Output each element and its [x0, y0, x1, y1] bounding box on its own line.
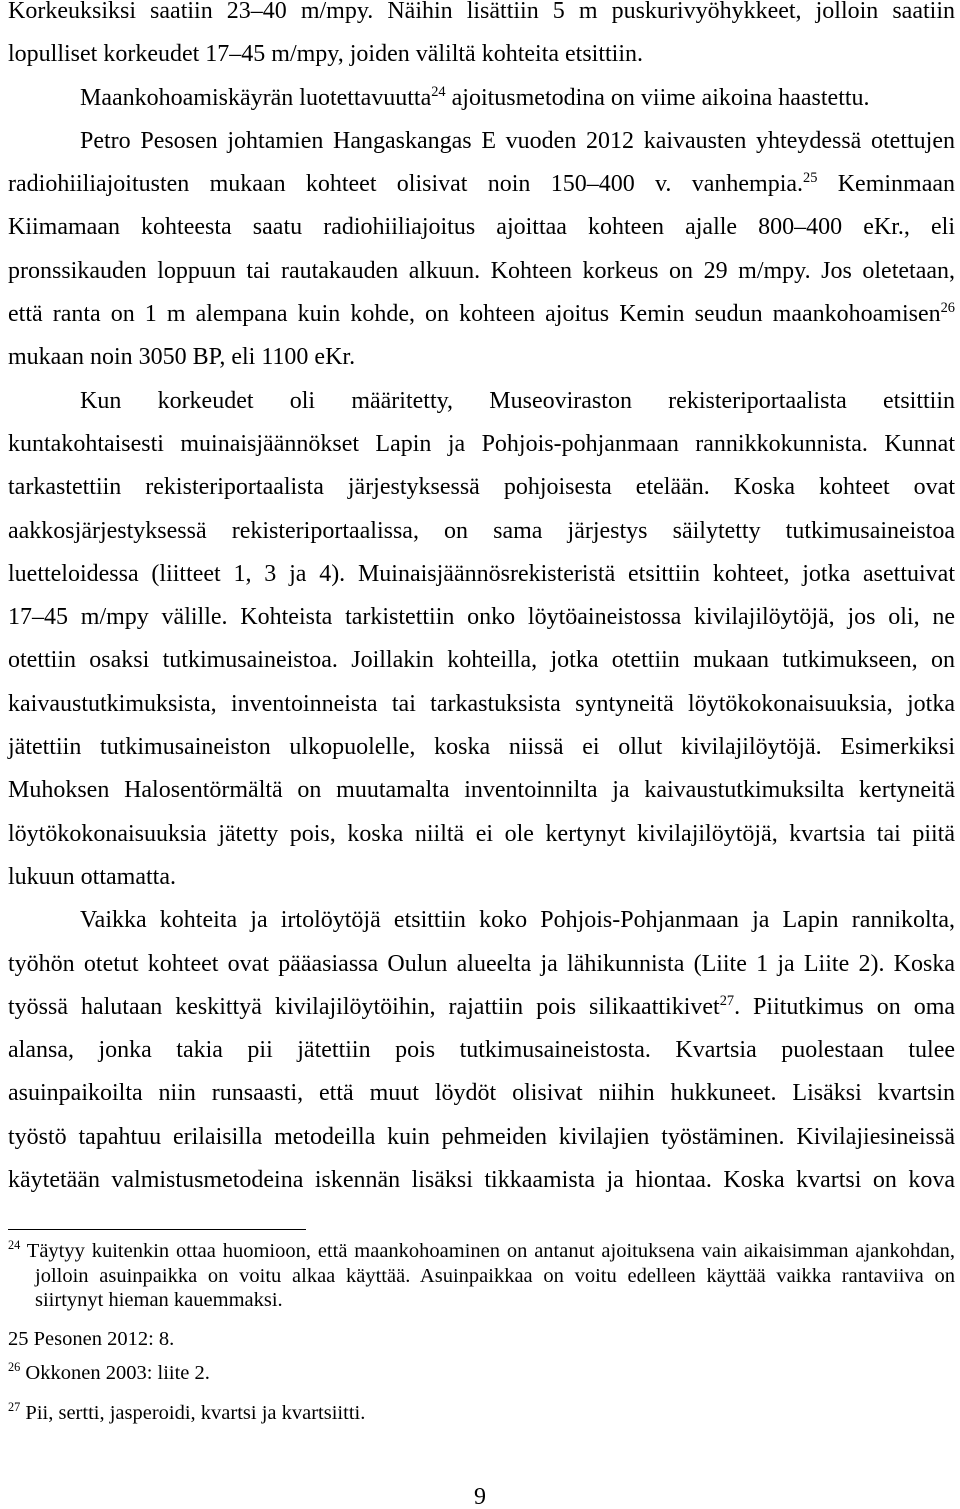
text-line	[8, 553, 955, 596]
text-run: että ranta on 1 m alempana kuin kohde, on kohteen ajoitus Kemin seudun maankohoamisen	[8, 301, 941, 328]
text-line	[8, 1029, 955, 1072]
paragraph	[8, 77, 955, 120]
paragraph	[8, 899, 955, 1202]
footnote-mark: 24	[8, 1238, 21, 1253]
text-run: luetteloidessa (liitteet 1, 3 ja 4). Muinaisjäännösrekisteristä etsittiin kohteet, jotka asettuivat	[8, 560, 955, 587]
text-run: Keminmaan	[817, 171, 956, 198]
text-run: lukuun ottamatta.	[8, 863, 176, 890]
text-run: . Piitutkimus on oma	[734, 993, 956, 1020]
text-line	[8, 596, 955, 639]
text-line	[8, 423, 955, 466]
footnote-separator	[8, 1229, 306, 1230]
text-run: Kiimamaan kohteesta saatu radiohiiliajoitus ajoittaa kohteen ajalle 800–400 eKr., eli	[8, 214, 955, 241]
text-line	[8, 683, 955, 726]
text-line	[8, 1072, 955, 1115]
footnote-line	[8, 1264, 955, 1289]
text-run: työstö tapahtuu erilaisilla metodeilla kuin pehmeiden kivilajien työstäminen. Kivilajiesineissä	[8, 1123, 955, 1150]
text-run: Maankohoamiskäyrän luotettavuutta	[80, 84, 432, 111]
footnote	[8, 1239, 955, 1313]
page-number: 9	[474, 1484, 486, 1509]
text-run: alansa, jonka takia pii jätettiin pois tutkimusaineistosta. Kvartsia puolestaan tulee	[8, 1037, 955, 1064]
text-run: ajoitusmetodina on viime aikoina haastettu.	[445, 84, 870, 111]
text-line	[8, 986, 955, 1029]
text-line	[8, 336, 955, 379]
text-run: tarkastettiin rekisteriportaalista järjestyksessä pohjoisesta etelään. Koska kohteet ovat	[8, 474, 955, 501]
text-run: lopulliset korkeudet 17–45 m/mpy, joiden väliltä kohteita etsittiin.	[8, 41, 644, 68]
paragraph	[8, 120, 955, 380]
text-line	[8, 726, 955, 769]
footnote-ref: 26	[940, 300, 955, 317]
text-run: radiohiiliajoitusten mukaan kohteet olisivat noin 150–400 v. vanhempia.	[8, 171, 804, 198]
text-run: otettiin osaksi tutkimusaineistoa. Joillakin kohteilla, jotka otettiin mukaan tutkimukseen, on	[8, 647, 955, 674]
footnote-text: Täytyy kuitenkin ottaa huomioon, että maankohoaminen on antanut ajoituksena vain aikaisimman ajankohdan,	[26, 1240, 955, 1262]
footnote-text: Pesonen 2012: 8.	[33, 1328, 175, 1350]
paragraph	[8, 0, 955, 77]
footnote-ref: 25	[803, 170, 818, 187]
text-run: löytökokonaisuuksia jätetty pois, koska niiltä ei ole kertynyt kivilajilöytöjä, kvartsia tai piitä	[8, 820, 955, 847]
text-run: Petro Pesosen johtamien Hangaskangas E vuoden 2012 kaivausten yhteydessä otettujen	[80, 127, 955, 154]
footnote-mark: 27	[8, 1400, 21, 1415]
text-line	[8, 0, 955, 33]
footnote-text: Pii, sertti, jasperoidi, kvartsi ja kvartsiitti.	[25, 1402, 366, 1424]
text-line	[8, 206, 955, 249]
text-line	[8, 466, 955, 509]
text-run: pronssikauden loppuun tai rautakauden alkuun. Kohteen korkeus on 29 m/mpy. Jos oletetaan,	[8, 257, 955, 284]
text-line	[8, 250, 955, 293]
text-line	[8, 856, 955, 899]
footnote	[8, 1361, 955, 1386]
text-run: asuinpaikoilta niin runsaasti, että muut löydöt olisivat niihin hukkuneet. Lisäksi kvartsin	[8, 1080, 955, 1107]
paragraph	[8, 380, 955, 900]
text-run: käytetään valmistusmetodeina iskennän lisäksi tikkaamista ja hiontaa. Koska kvartsi on kova	[8, 1167, 955, 1194]
text-line	[8, 120, 955, 163]
text-run: Muhoksen Halosentörmältä on muutamalta inventoinnilta ja kaivaustutkimuksilta kertyneitä	[8, 777, 955, 804]
text-run: työhön otetut kohteet ovat pääasiassa Oulun alueelta ja lähikunnista (Liite 1 ja Liite 2). Koska	[8, 950, 955, 977]
text-run: aakkosjärjestyksessä rekisteriportaalissa, on sama järjestys säilytetty tutkimusaineistoa	[8, 517, 955, 544]
text-line	[8, 769, 955, 812]
text-line	[8, 639, 955, 682]
footnote-line	[8, 1288, 955, 1313]
footnote	[8, 1327, 955, 1352]
text-line	[8, 943, 955, 986]
footnote-mark: 25	[8, 1328, 29, 1350]
footnote-mark: 26	[8, 1360, 21, 1375]
footnote-line	[8, 1327, 955, 1352]
text-run: mukaan noin 3050 BP, eli 1100 eKr.	[8, 344, 356, 371]
footnote-text: Okkonen 2003: liite 2.	[25, 1362, 210, 1384]
text-line	[8, 163, 955, 206]
text-line	[8, 293, 955, 336]
text-line	[8, 510, 955, 553]
footnote-text: siirtynyt hieman kauemmaksi.	[35, 1289, 283, 1311]
text-run: kuntakohtaisesti muinaisjäännökset Lapin ja Pohjois-pohjanmaan rannikkokunnista. Kunnat	[8, 430, 955, 457]
text-run: Kun korkeudet oli määritetty, Museoviraston rekisteriportaalista etsittiin	[80, 387, 955, 414]
footnote-ref: 27	[719, 992, 735, 1009]
text-run: Vaikka kohteita ja irtolöytöjä etsittiin koko Pohjois-Pohjanmaan ja Lapin rannikolta,	[80, 907, 955, 934]
text-run: jätettiin tutkimusaineiston ulkopuolelle, koska niissä ei ollut kivilajilöytöjä. Esimerkiksi	[8, 734, 955, 761]
text-run: työssä halutaan keskittyä kivilajilöytöihin, rajattiin pois silikaattikivet	[8, 993, 720, 1020]
footnote-line	[8, 1239, 955, 1264]
text-line	[8, 77, 955, 120]
body-text	[8, 0, 955, 1202]
text-run: 17–45 m/mpy välille. Kohteista tarkistettiin onko löytöaineistossa kivilajilöytöjä, jos oli, ne	[8, 604, 955, 631]
footnote-text: jolloin asuinpaikka on voitu alkaa käyttää. Asuinpaikkaa on voitu edelleen käyttää vaikka rantaviiva on	[35, 1264, 955, 1287]
text-line	[8, 899, 955, 942]
footnote-line	[8, 1361, 955, 1386]
text-line	[8, 380, 955, 423]
text-line	[8, 1159, 955, 1202]
text-line	[8, 1116, 955, 1159]
text-line	[8, 33, 955, 76]
footnote-line	[8, 1401, 955, 1426]
text-run: Korkeuksiksi saatiin 23–40 m/mpy. Näihin lisättiin 5 m puskurivyöhykkeet, jolloin saatiin	[8, 0, 955, 24]
text-line	[8, 813, 955, 856]
footnote	[8, 1401, 955, 1426]
text-run: kaivaustutkimuksista, inventoinneista tai tarkastuksista syntyneitä löytökokonaisuuksia, jotka	[8, 690, 955, 717]
footnote-ref: 24	[431, 83, 446, 100]
